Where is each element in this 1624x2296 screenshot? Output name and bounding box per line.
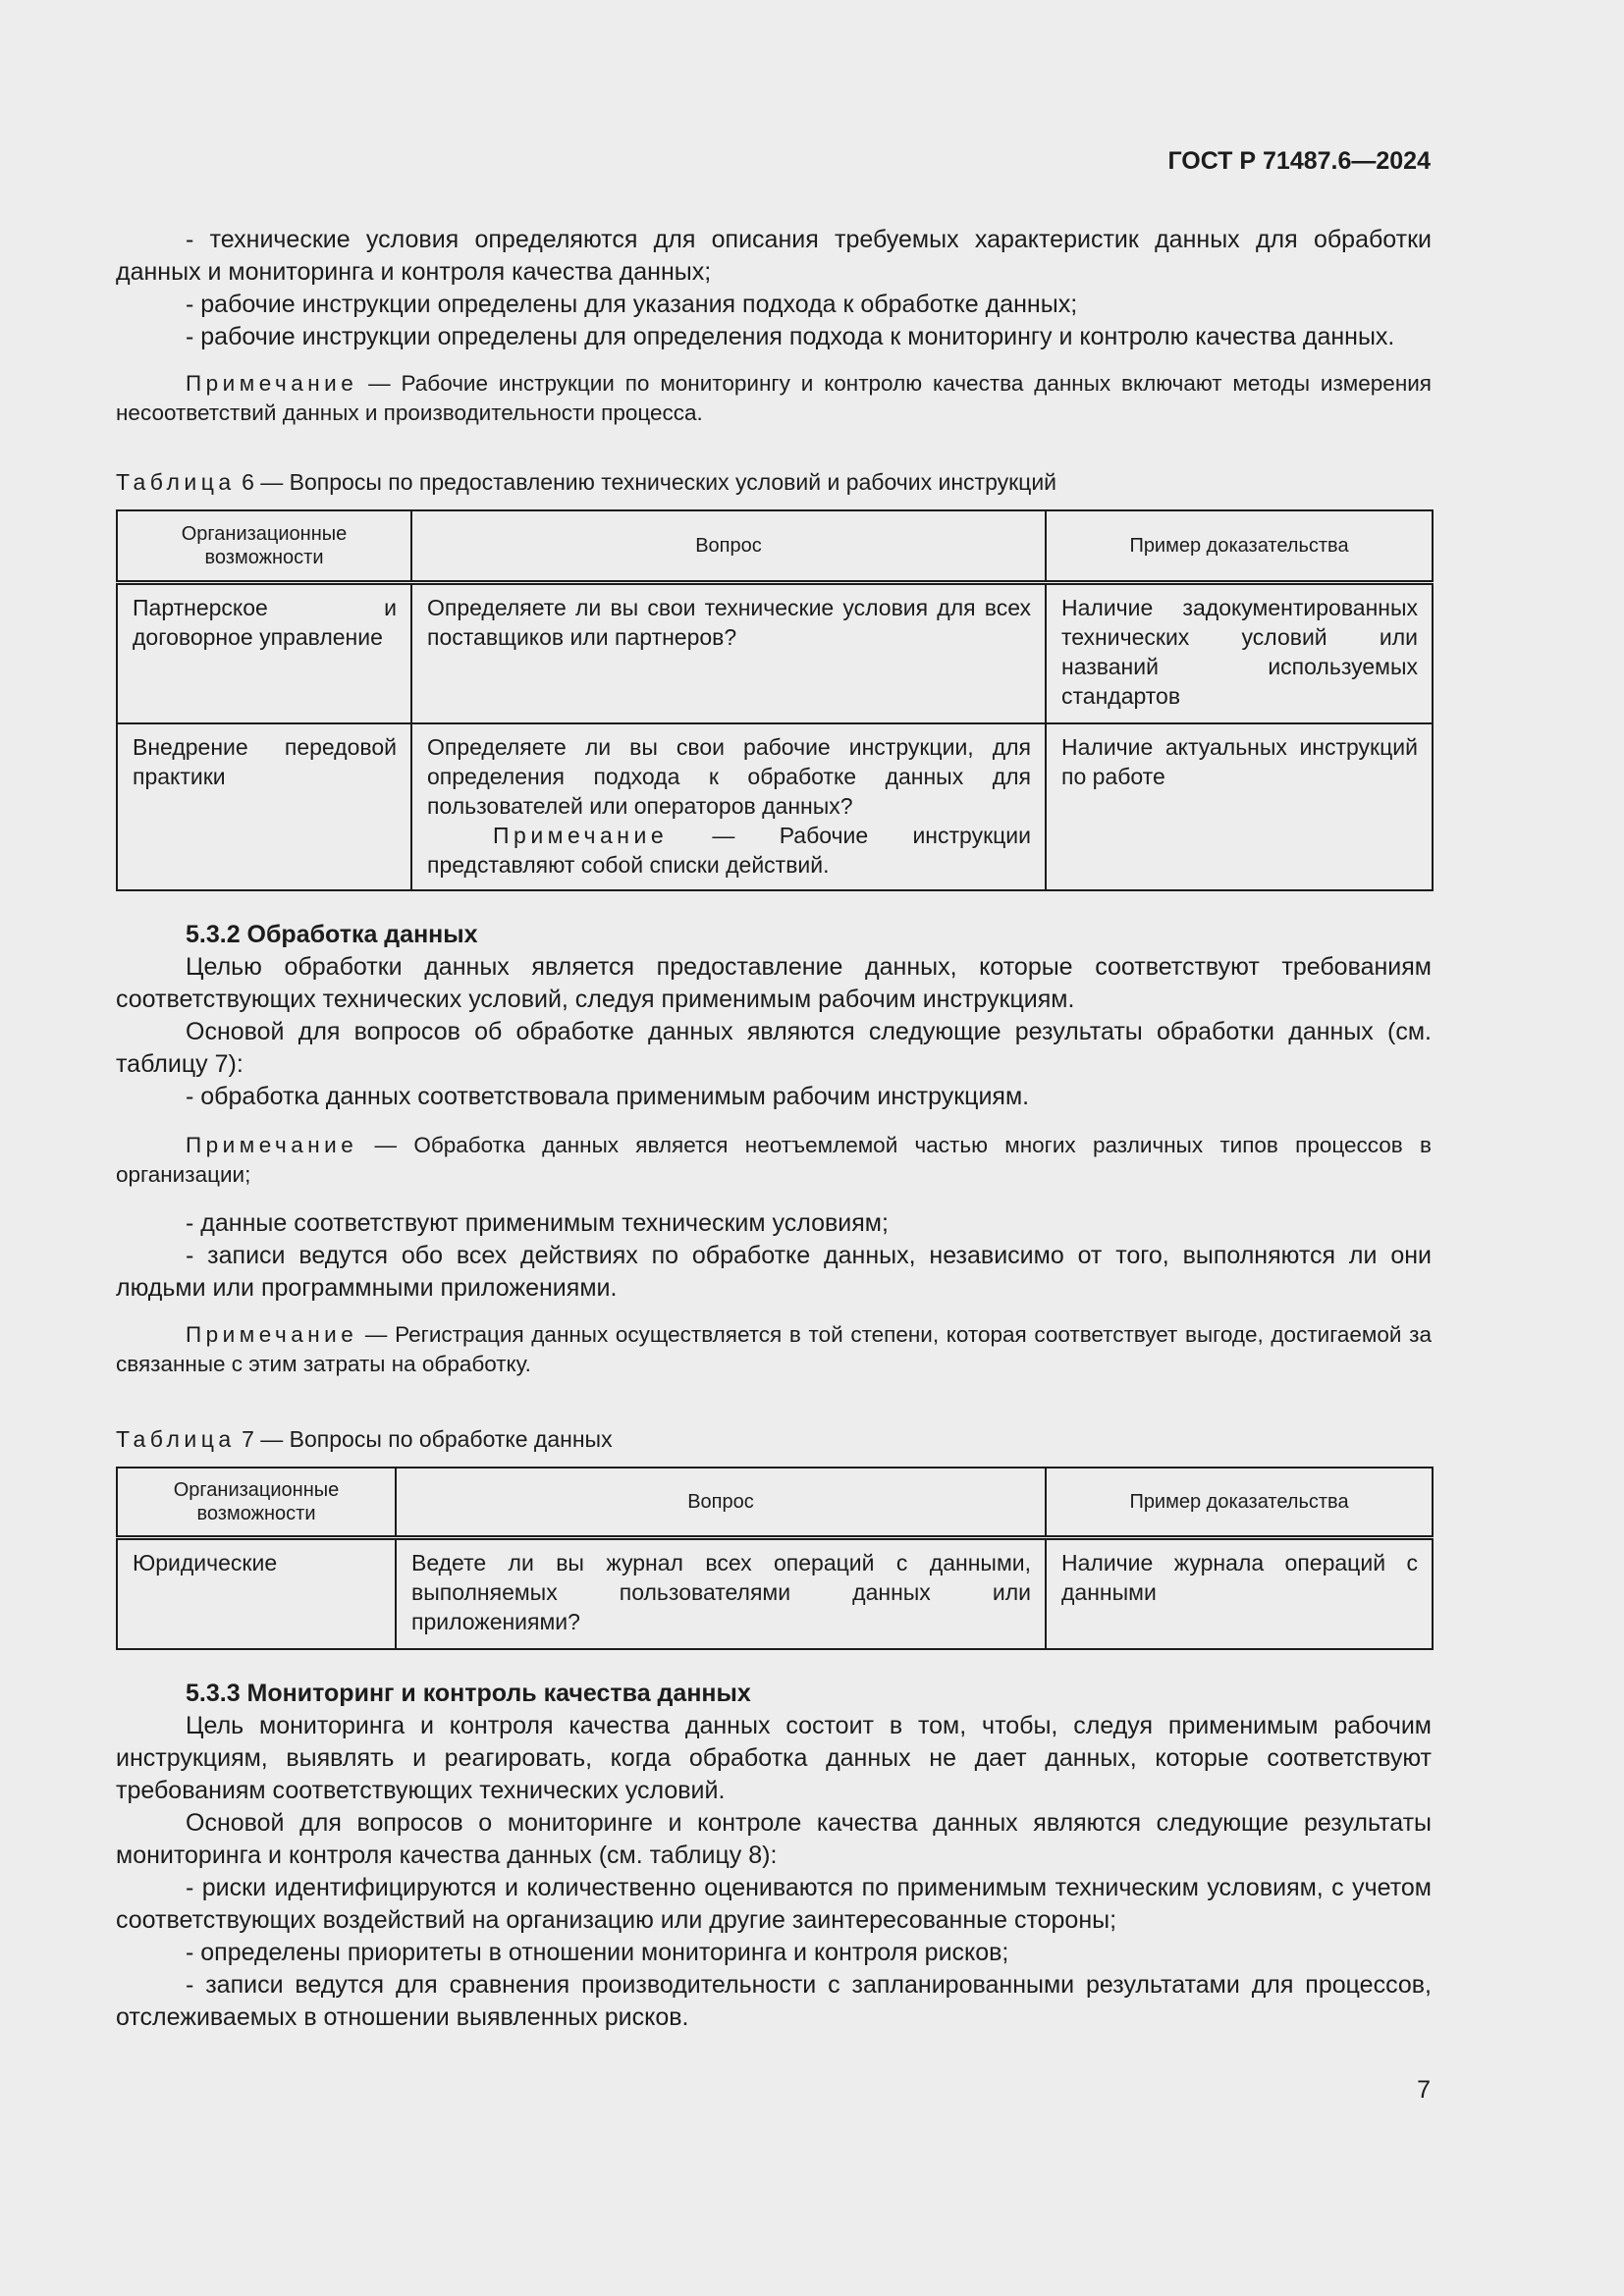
table7-row1-question: Ведете ли вы журнал всех операций с данными, выполняемых пользователями данных или приложениями?	[396, 1538, 1046, 1650]
note-label: Примечание	[186, 371, 358, 396]
table6-row1-question: Определяете ли вы свои технические условия для всех поставщиков или партнеров?	[411, 583, 1046, 724]
table6-row2-capability: Внедрение передовой практики	[117, 723, 411, 890]
page-content	[116, 224, 1432, 2034]
table7-caption-text: 7 — Вопросы по обработке данных	[235, 1426, 613, 1452]
section-532-bullet-3: - записи ведутся обо всех действиях по обработке данных, независимо от того, выполняются ли они людьми или программными приложениями.	[116, 1242, 1432, 1302]
section-533-title: 5.3.3 Мониторинг и контроль качества данных	[186, 1680, 751, 1707]
table6-row2-note	[427, 821, 1031, 880]
note-label: Примечание	[186, 1322, 358, 1347]
section-533-bullet-3: - записи ведутся для сравнения производительности с запланированными результатами для процессов, отслеживаемых в отношении выявленных рисков.	[116, 1971, 1432, 2031]
intro-bullet-3: - рабочие инструкции определены для определения подхода к мониторингу и контролю качества данных.	[186, 323, 1395, 350]
table6-header-question: Вопрос	[411, 510, 1046, 583]
section-532-bullet-2: - данные соответствуют применимым техническим условиям;	[186, 1209, 889, 1237]
table6-row2-question-cell	[411, 723, 1046, 890]
section-532-p1: Целью обработки данных является предоставление данных, которые соответствуют требованиям соответствующих технических условий, следуя применимым рабочим инструкциям.	[116, 953, 1432, 1013]
table6-caption-label: Таблица	[116, 469, 236, 495]
section-532-note-2	[116, 1320, 1432, 1379]
table6-header-evidence: Пример доказательства	[1046, 510, 1433, 583]
section-532-p2: Основой для вопросов об обработке данных являются следующие результаты обработки данных (см. таблицу 7):	[116, 1018, 1432, 1078]
table6-row2-question: Определяете ли вы свои рабочие инструкции, для определения подхода к обработке данных для пользователей или операторов данных?	[427, 734, 1031, 819]
table6-row2-evidence: Наличие актуальных инструкций по работе	[1046, 723, 1433, 890]
note-text: — Регистрация данных осуществляется в той степени, которая соответствует выгоде, достигаемой за связанные с этим затраты на обработку.	[116, 1322, 1432, 1376]
table6-note-label: Примечание	[493, 823, 669, 848]
table6-row1-evidence: Наличие задокументированных технических условий или названий используемых стандартов	[1046, 583, 1433, 724]
section-533-p1: Цель мониторинга и контроля качества данных состоит в том, чтобы, следуя применимым рабочим инструкциям, выявлять и реагировать, когда обработка данных не дает данных, которые соответствуют требованиям соответствующих технических условий.	[116, 1712, 1432, 1804]
section-533-bullet-1: - риски идентифицируются и количественно оцениваются по применимым техническим условиям, с учетом соответствующих воздействий на организацию или другие заинтересованные стороны;	[116, 1874, 1432, 1934]
table7-header-question: Вопрос	[396, 1468, 1046, 1538]
table6-row1-capability: Партнерское и договорное управление	[117, 583, 411, 724]
table7-caption	[116, 1426, 1432, 1453]
table6-caption-text: 6 — Вопросы по предоставлению технических условий и рабочих инструкций	[235, 469, 1057, 495]
table-row	[117, 1538, 1433, 1650]
section-533-p2: Основой для вопросов о мониторинге и контроле качества данных являются следующие результаты мониторинга и контроля качества данных (см. таблицу 8):	[116, 1809, 1432, 1869]
document-code-header: ГОСТ Р 71487.6—2024	[1167, 147, 1431, 175]
table-6	[116, 509, 1434, 891]
page-number: 7	[1417, 2076, 1431, 2104]
table6-caption	[116, 469, 1432, 496]
table-row	[117, 583, 1433, 724]
table-row	[117, 723, 1433, 890]
table-7	[116, 1467, 1434, 1650]
intro-note	[116, 369, 1432, 428]
section-533-bullet-2: - определены приоритеты в отношении мониторинга и контроля рисков;	[186, 1939, 1009, 1966]
table7-row1-capability: Юридические	[117, 1538, 396, 1650]
section-532-title: 5.3.2 Обработка данных	[186, 921, 478, 948]
table7-header-evidence: Пример доказательства	[1046, 1468, 1433, 1538]
table7-row1-evidence: Наличие журнала операций с данными	[1046, 1538, 1433, 1650]
intro-bullet-1: - технические условия определяются для описания требуемых характеристик данных для обработки данных и мониторинга и контроля качества данных;	[116, 226, 1432, 286]
note-label: Примечание	[186, 1133, 358, 1157]
section-532-note-1	[116, 1131, 1432, 1190]
table6-note-text: — Рабочие инструкции представляют собой списки действий.	[427, 823, 1031, 878]
note-text: — Обработка данных является неотъемлемой частью многих различных типов процессов в организации;	[116, 1133, 1432, 1187]
section-532-bullet-1: - обработка данных соответствовала применимым рабочим инструкциям.	[186, 1083, 1030, 1110]
table7-header-capability: Организационные возможности	[117, 1468, 396, 1538]
table6-header-capability: Организационные возможности	[117, 510, 411, 583]
table7-caption-label: Таблица	[116, 1426, 236, 1452]
table7-header-row	[117, 1468, 1433, 1538]
table6-header-row	[117, 510, 1433, 583]
intro-bullet-2: - рабочие инструкции определены для указания подхода к обработке данных;	[186, 291, 1078, 318]
note-text: — Рабочие инструкции по мониторингу и контролю качества данных включают методы измерения несоответствий данных и производительности процесса.	[116, 371, 1432, 425]
